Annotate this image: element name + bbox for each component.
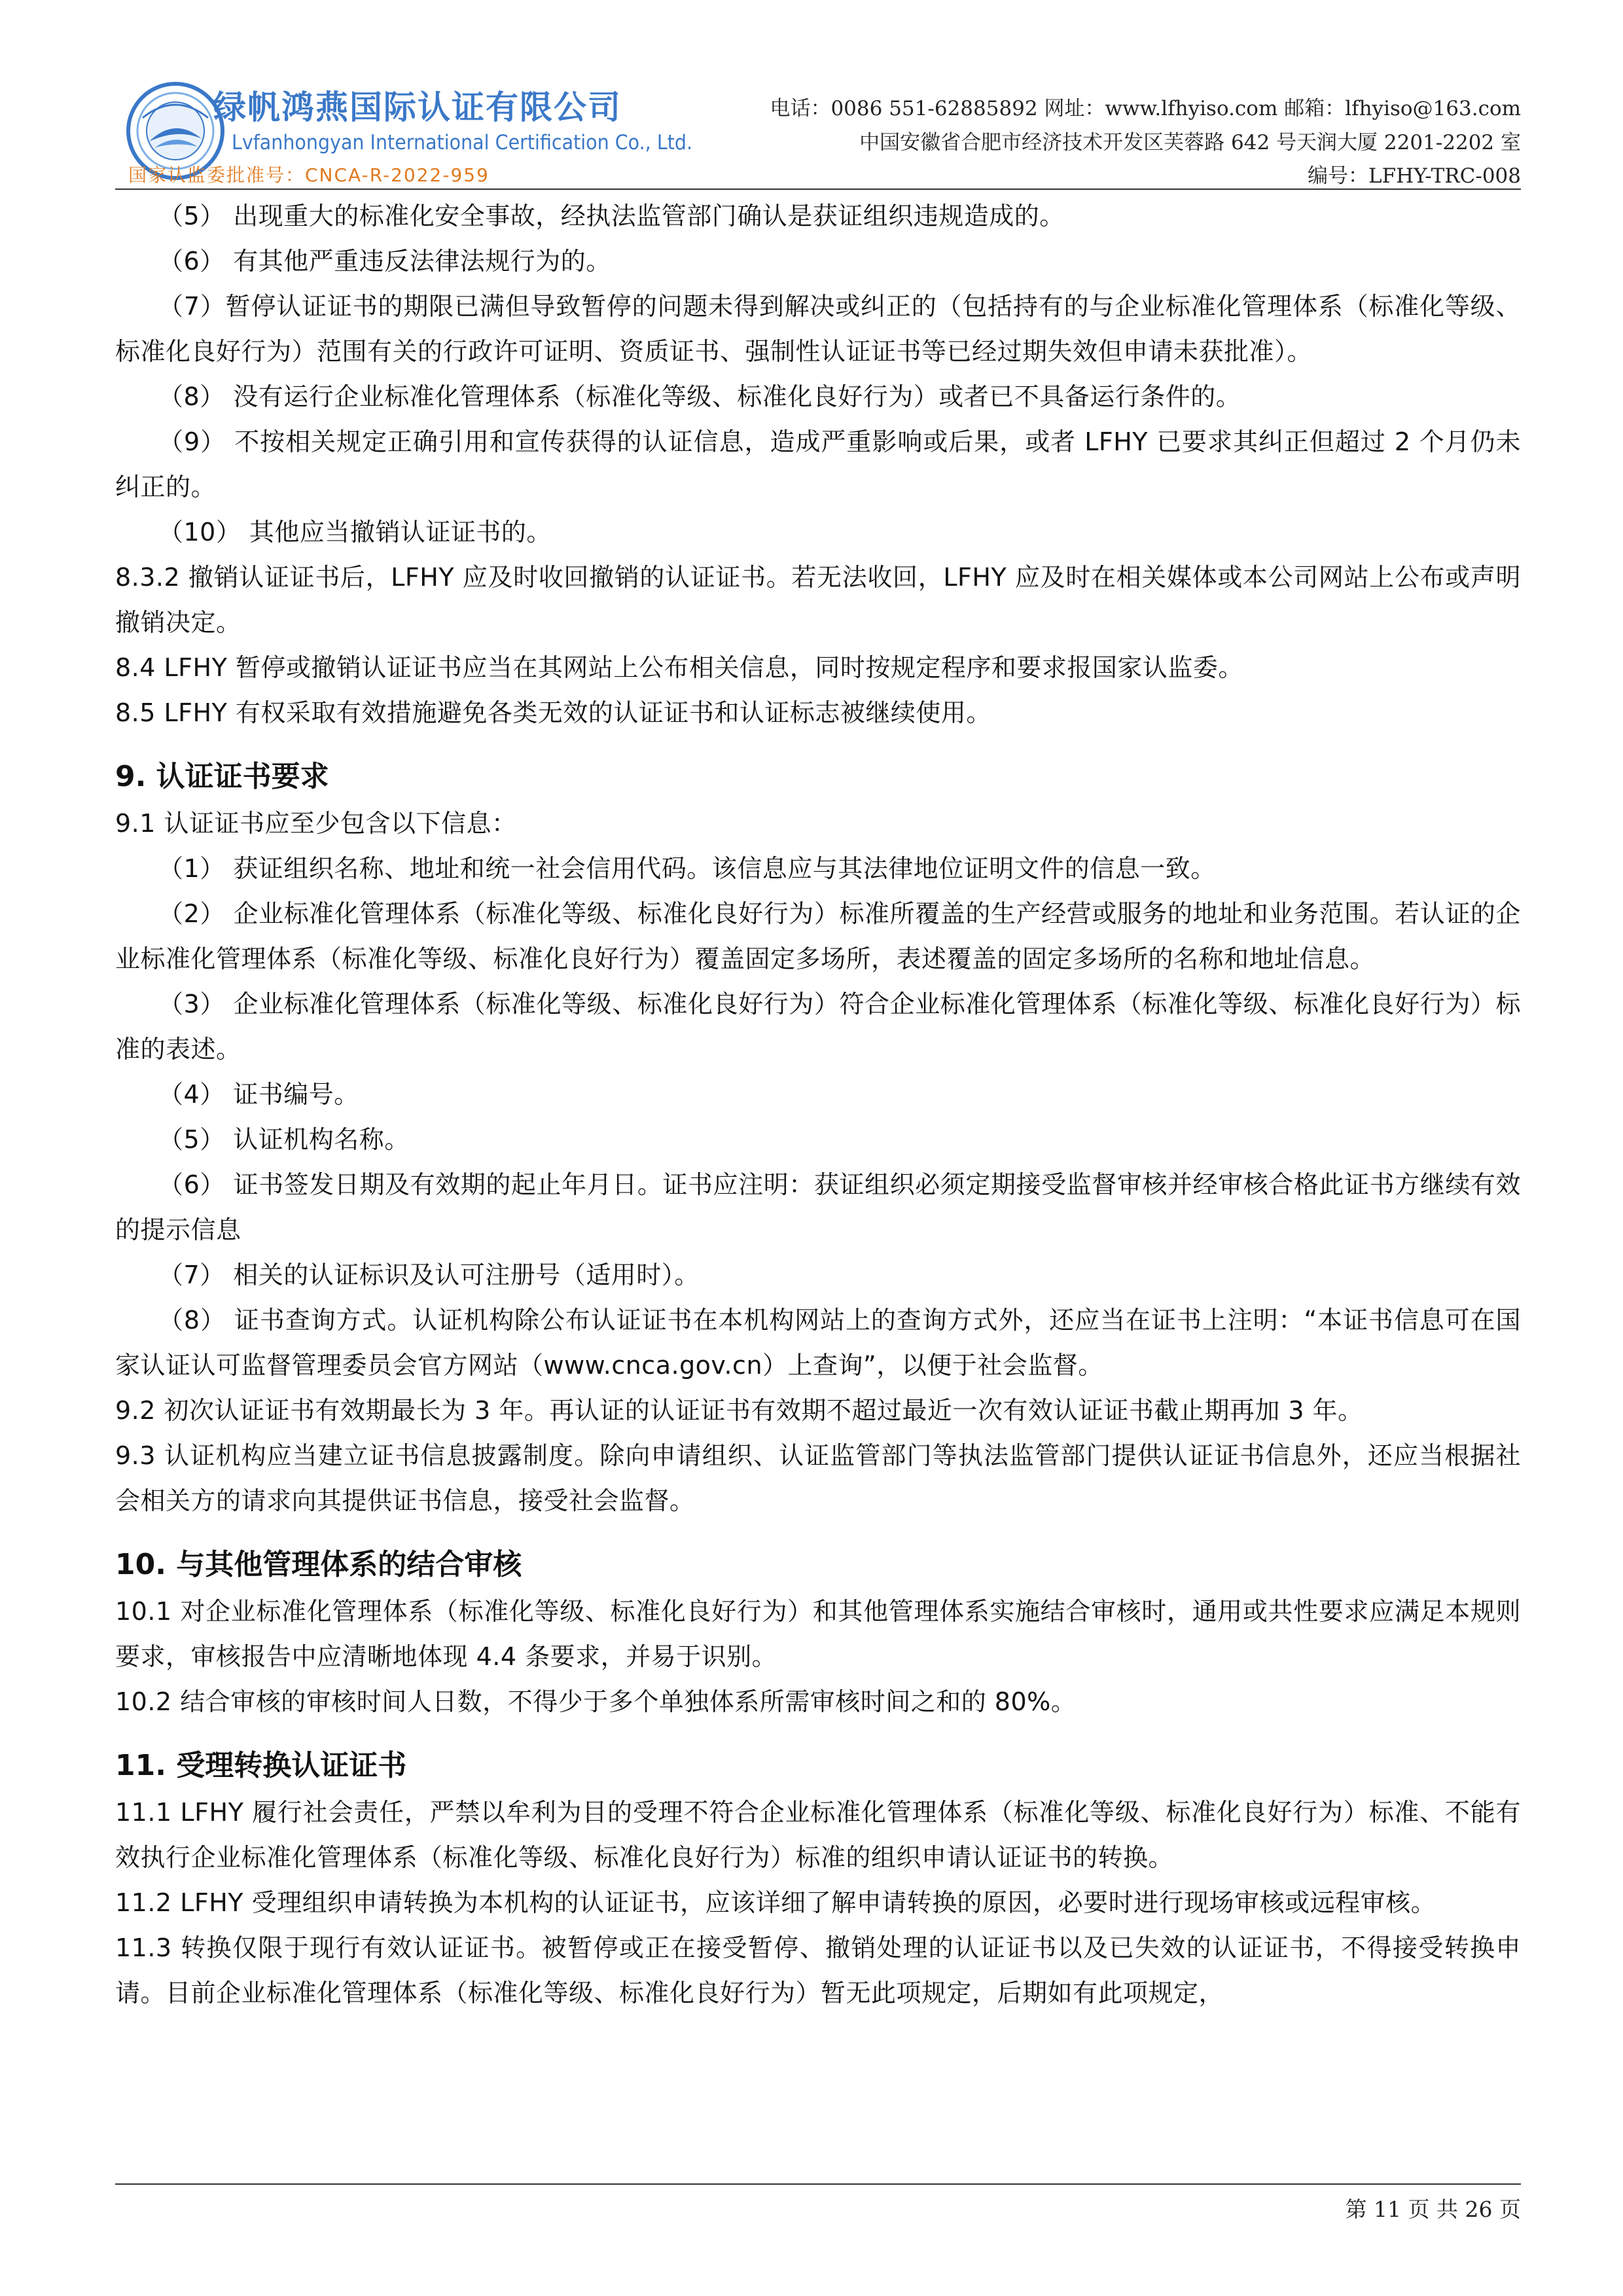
list-item: （9） 不按相关规定正确引用和宣传获得的认证信息，造成严重影响或后果，或者 LFHY 已要求其纠正但超过 2 个月仍未纠正的。 <box>115 427 1521 501</box>
clause-8-5: 8.5 LFHY 有权采取有效措施避免各类无效的认证证书和认证标志被继续使用。 <box>115 698 991 727</box>
clause-9-2: 9.2 初次认证证书有效期最长为 3 年。再认证的认证证书有效期不超过最近一次有效认证证书截止期再加 3 年。 <box>115 1396 1363 1425</box>
clause-8-4: 8.4 LFHY 暂停或撤销认证证书应当在其网站上公布相关信息，同时按规定程序和要求报国家认监委。 <box>115 653 1243 682</box>
list-item: （7）暂停认证证书的期限已满但导致暂停的问题未得到解决或纠正的（包括持有的与企业标准化管理体系（标准化等级、标准化良好行为）范围有关的行政许可证明、资质证书、强制性认证证书等已经过期失效但申请未获批准）。 <box>115 292 1521 366</box>
letterhead <box>115 65 1521 190</box>
clause-11-2: 11.2 LFHY 受理组织申请转换为本机构的认证证书，应该详细了解申请转换的原因，必要时进行现场审核或远程审核。 <box>115 1888 1436 1917</box>
list-item: （3） 企业标准化管理体系（标准化等级、标准化良好行为）符合企业标准化管理体系（标准化等级、标准化良好行为）标准的表述。 <box>115 990 1521 1064</box>
section-heading-9: 9. 认证证书要求 <box>115 760 329 793</box>
section-heading-11: 11. 受理转换认证证书 <box>115 1749 407 1782</box>
approval-number: 国家认监委批准号：CNCA-R-2022-959 <box>128 164 490 186</box>
clause-10-2: 10.2 结合审核的审核时间人日数，不得少于多个单独体系所需审核时间之和的 80%。 <box>115 1687 1077 1716</box>
clause-10-1: 10.1 对企业标准化管理体系（标准化等级、标准化良好行为）和其他管理体系实施结合审核时，通用或共性要求应满足本规则要求，审核报告中应清晰地体现 4.4 条要求，并易于识别。 <box>115 1597 1521 1671</box>
list-item: （6） 证书签发日期及有效期的起止年月日。证书应注明：获证组织必须定期接受监督审核并经审核合格此证书方继续有效的提示信息 <box>115 1170 1521 1244</box>
page-number: 第 11 页 共 26 页 <box>1345 2197 1521 2222</box>
list-item: （10） 其他应当撤销认证证书的。 <box>158 518 552 547</box>
list-item: （4） 证书编号。 <box>158 1080 359 1109</box>
list-item: （7） 相关的认证标识及认可注册号（适用时）。 <box>158 1261 700 1289</box>
list-item: （8） 证书查询方式。认证机构除公布认证证书在本机构网站上的查询方式外，还应当在证书上注明：“本证书信息可在国家认证认可监督管理委员会官方网站（www.cnca.gov.cn）上查询”，以便于社会监督。 <box>115 1306 1521 1380</box>
clause-9-3: 9.3 认证机构应当建立证书信息披露制度。除向申请组织、认证监管部门等执法监管部门提供认证证书信息外，还应当根据社会相关方的请求向其提供证书信息，接受社会监督。 <box>115 1441 1521 1515</box>
section-heading-10: 10. 与其他管理体系的结合审核 <box>115 1548 522 1581</box>
company-name-en: Lvfanhongyan International Certification Co., Ltd. <box>232 131 693 154</box>
list-item: （1） 获证组织名称、地址和统一社会信用代码。该信息应与其法律地位证明文件的信息一致。 <box>158 854 1216 883</box>
clause-11-1: 11.1 LFHY 履行社会责任，严禁以牟利为目的受理不符合企业标准化管理体系（标准化等级、标准化良好行为）标准、不能有效执行企业标准化管理体系（标准化等级、标准化良好行为）标准的组织申请认证证书的转换。 <box>115 1798 1521 1872</box>
document-number: 编号：LFHY-TRC-008 <box>1308 164 1521 188</box>
clause-11-3: 11.3 转换仅限于现行有效认证证书。被暂停或正在接受暂停、撤销处理的认证证书以及已失效的认证证书，不得接受转换申请。目前企业标准化管理体系（标准化等级、标准化良好行为）暂无此项规定，后期如有此项规定， <box>115 1933 1521 2007</box>
list-item: （5） 出现重大的标准化安全事故，经执法监管部门确认是获证组织违规造成的。 <box>158 202 1065 230</box>
clause-8-3-2: 8.3.2 撤销认证证书后，LFHY 应及时收回撤销的认证证书。若无法收回，LFHY 应及时在相关媒体或本公司网站上公布或声明撤销决定。 <box>115 563 1521 637</box>
clause-9-1: 9.1 认证证书应至少包含以下信息： <box>115 809 517 838</box>
list-item: （5） 认证机构名称。 <box>158 1125 410 1154</box>
contact-info: 电话：0086 551-62885892 网址：www.lfhyiso.com 邮箱：lfhyiso@163.com <box>770 97 1521 120</box>
header-divider <box>115 188 1521 190</box>
document-body <box>115 194 1521 2016</box>
company-name-cn: 绿帆鸿燕国际认证有限公司 <box>213 88 622 126</box>
footer-divider <box>115 2183 1521 2185</box>
list-item: （6） 有其他严重违反法律法规行为的。 <box>158 247 611 276</box>
list-item: （2） 企业标准化管理体系（标准化等级、标准化良好行为）标准所覆盖的生产经营或服务的地址和业务范围。若认证的企业标准化管理体系（标准化等级、标准化良好行为）覆盖固定多场所，表述覆盖的固定多场所的名称和地址信息。 <box>115 899 1521 973</box>
list-item: （8） 没有运行企业标准化管理体系（标准化等级、标准化良好行为）或者已不具备运行条件的。 <box>158 382 1241 411</box>
company-address: 中国安徽省合肥市经济技术开发区芙蓉路 642 号天润大厦 2201-2202 室 <box>859 131 1521 154</box>
